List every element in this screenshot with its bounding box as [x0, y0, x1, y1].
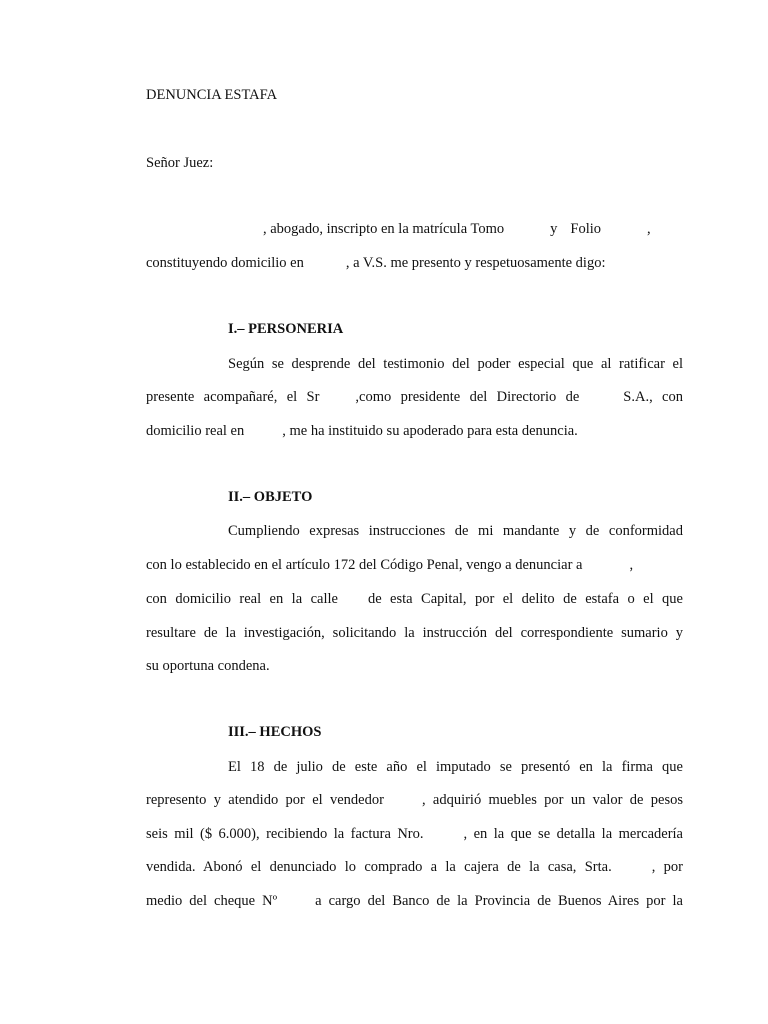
objeto-line-4: resultare de la investigación, solicitando la instrucción del correspondiente sumario y — [146, 625, 683, 641]
intro-line-1 — [146, 220, 683, 238]
document-title: DENUNCIA ESTAFA — [146, 87, 278, 103]
personeria-line-2: presente acompañaré, el Sr ,como presidente del Directorio de S.A., con — [146, 389, 683, 405]
intro-text-2a: constituyendo domicilio en — [146, 255, 304, 271]
objeto-line-3: con domicilio real en la calle de esta Capital, por el delito de estafa o el que — [146, 591, 683, 607]
objeto-line-5: su oportuna condena. — [146, 658, 270, 674]
hechos-line-5: medio del cheque Nº a cargo del Banco de la Provincia de Buenos Aires por la — [146, 893, 683, 909]
hechos-line-3: seis mil ($ 6.000), recibiendo la factura Nro. , en la que se detalla la mercadería — [146, 826, 683, 842]
intro-text-1d: , — [647, 221, 651, 237]
heading-hechos: III.– HECHOS — [228, 724, 322, 740]
intro-text-1c: Folio — [570, 221, 602, 237]
intro-text-2b: , a V.S. me presento y respetuosamente digo: — [345, 255, 606, 271]
objeto-line-2: con lo establecido en el artículo 172 del Código Penal, vengo a denunciar a , — [146, 557, 634, 573]
salutation: Señor Juez: — [146, 155, 214, 171]
heading-personeria: I.– PERSONERIA — [228, 321, 344, 337]
objeto-line-1: Cumpliendo expresas instrucciones de mi mandante y de conformidad — [228, 523, 683, 539]
personeria-line-1: Según se desprende del testimonio del poder especial que al ratificar el — [228, 356, 683, 372]
intro-text-1b: y — [550, 221, 558, 237]
intro-text-1a: , abogado, inscripto en la matrícula Tomo — [263, 221, 505, 237]
heading-objeto: II.– OBJETO — [228, 489, 313, 505]
personeria-line-3: domicilio real en , me ha instituido su apoderado para esta denuncia. — [146, 423, 578, 439]
hechos-line-2: represento y atendido por el vendedor , adquirió muebles por un valor de pesos — [146, 792, 684, 808]
hechos-line-1: El 18 de julio de este año el imputado se presentó en la firma que — [228, 759, 683, 775]
intro-line-2 — [146, 254, 683, 272]
hechos-line-4: vendida. Abonó el denunciado lo comprado a la cajera de la casa, Srta. , por — [146, 859, 683, 875]
